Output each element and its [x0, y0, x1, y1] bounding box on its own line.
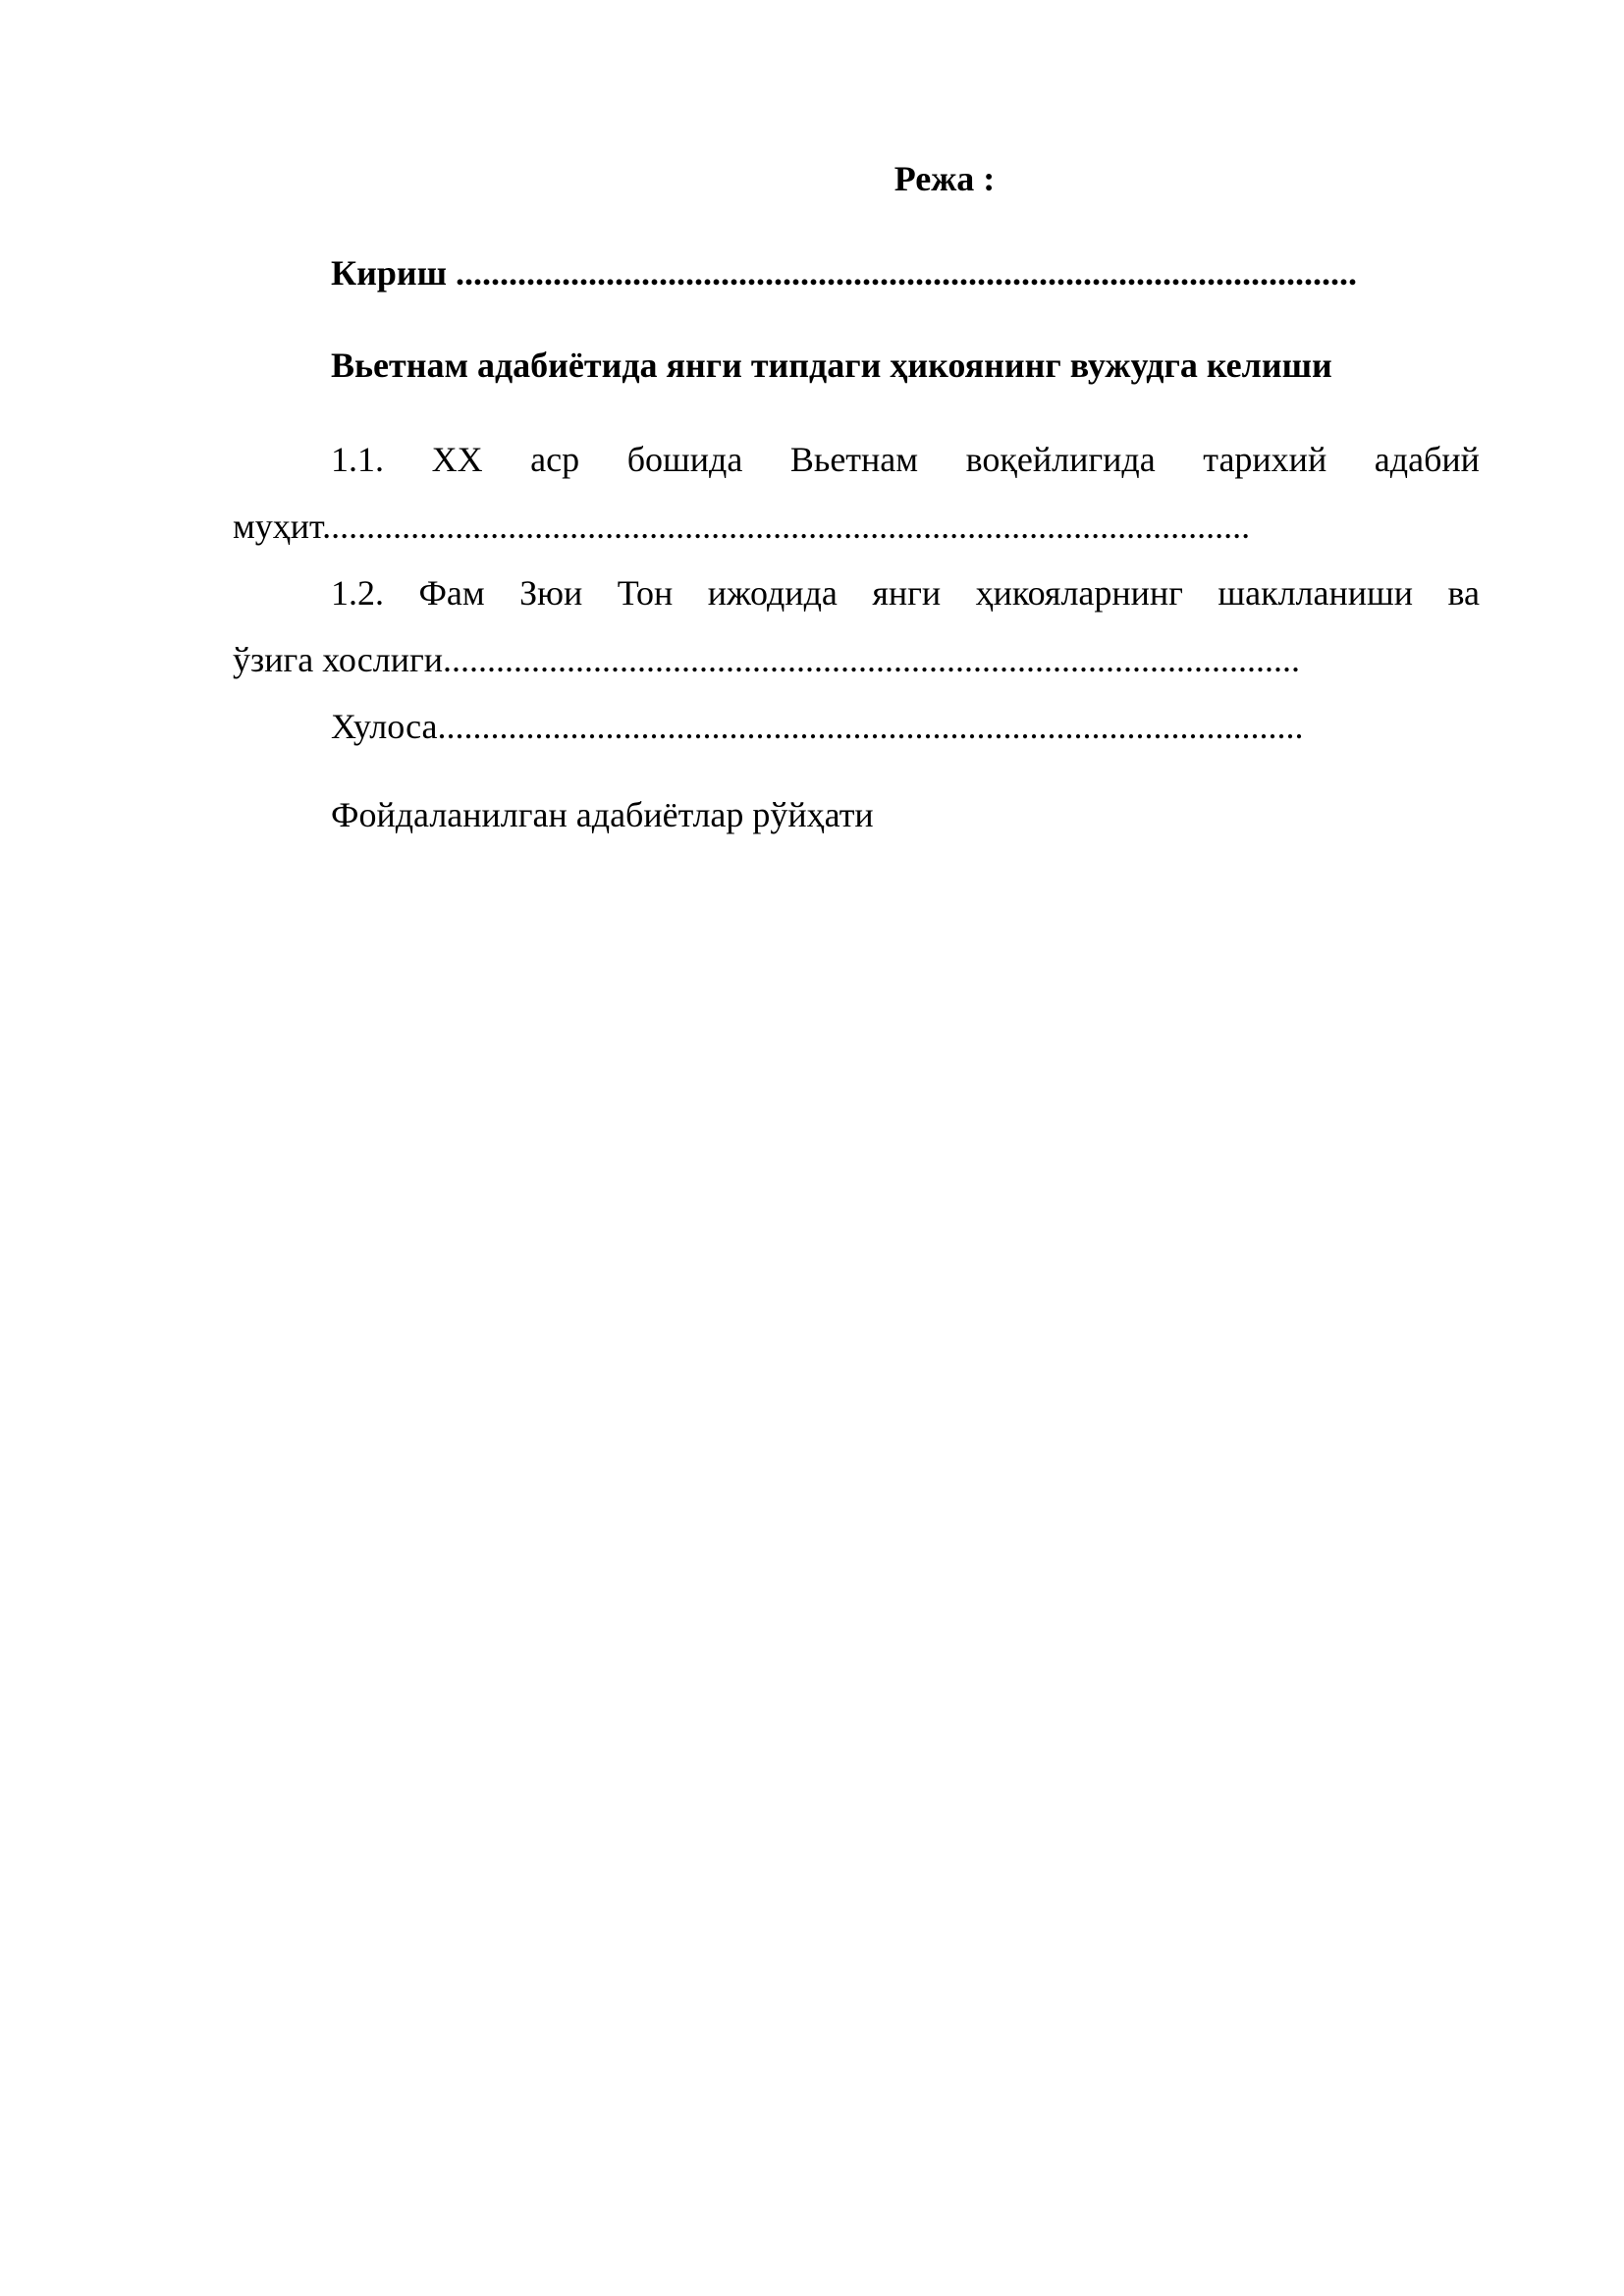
page-title: Режа : — [893, 159, 996, 198]
toc-item-1-1-word: Вьетнам — [789, 440, 919, 479]
toc-item-1-1-continuation: муҳит......................................................................................................... — [233, 507, 1251, 546]
toc-references: Фойдаланилган адабиётлар рўйҳати — [331, 795, 874, 834]
toc-item-1-2 — [331, 569, 1480, 616]
toc-chapter-title: Вьетнам адабиётида янги типдаги ҳикоянинг вужудга келиши — [331, 346, 1332, 385]
toc-item-1-1-word: 1.1. — [331, 440, 384, 479]
toc-item-1-1-word: тарихий — [1203, 440, 1327, 479]
toc-item-1-1-word: XX — [431, 440, 483, 479]
toc-item-1-2-word: ва — [1447, 573, 1480, 613]
toc-item-1-1-word: воқейлигида — [965, 440, 1156, 479]
toc-item-1-1-word: аср — [530, 440, 580, 479]
toc-item-1-1-word: бошида — [626, 440, 743, 479]
toc-item-1-1 — [331, 436, 1480, 483]
toc-item-1-2-word: Тон — [617, 573, 674, 613]
toc-item-1-2-continuation: ўзига хослиги................................................................................................. — [233, 640, 1300, 679]
toc-item-1-2-word: Фам — [418, 573, 485, 613]
toc-item-1-1-word: адабий — [1374, 440, 1480, 479]
toc-item-1-2-word: янги — [872, 573, 942, 613]
toc-item-1-2-word: шаклланиши — [1218, 573, 1414, 613]
toc-intro: Кириш ...................................................................................................... — [331, 253, 1358, 293]
toc-item-1-2-word: 1.2. — [331, 573, 384, 613]
toc-conclusion: Хулоса.................................................................................................. — [331, 707, 1304, 746]
toc-item-1-2-word: ижодида — [707, 573, 838, 613]
toc-item-1-2-word: Зюи — [519, 573, 583, 613]
toc-item-1-2-word: ҳикояларнинг — [975, 573, 1183, 613]
